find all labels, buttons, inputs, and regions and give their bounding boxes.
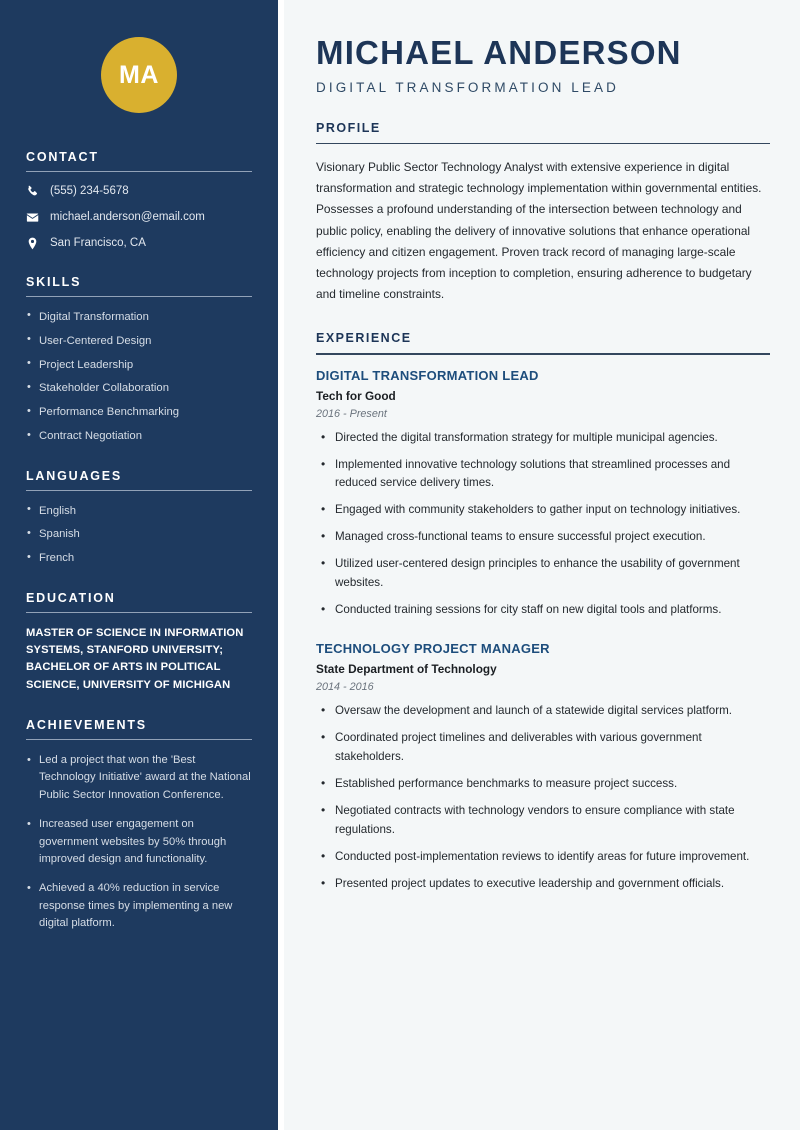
list-item: • French: [26, 550, 252, 566]
profile-text: Visionary Public Sector Technology Analyst with extensive experience in digital transformation and strategic technology implementation within governmental entities. Possesses a profound understanding of the intersection between technology and public policy, enabling the delivery of innovative solutions that enhance operational efficiency and citizen engagement. Proven track record of managing large-scale technology projects from inception to completion, ensuring adherence to budgetary and timeline constraints.: [316, 159, 762, 302]
list-item: • Increased user engagement on government websites by 50% through improved design and functionality.: [26, 816, 252, 868]
email-value: michael.anderson@email.com: [50, 210, 205, 223]
list-item: • Utilized user-centered design principles to enhance the usability of government websites.: [316, 555, 770, 592]
list-item: • English: [26, 503, 252, 519]
experience-entry: [316, 641, 770, 893]
education-heading: EDUCATION: [26, 590, 116, 605]
envelope-icon: [26, 211, 39, 224]
list-item: • Implemented innovative technology solutions that streamlined processes and reduced service delivery times.: [316, 456, 770, 493]
achievements-divider: [26, 739, 252, 740]
achievements-heading: ACHIEVEMENTS: [26, 718, 147, 733]
experience-heading: EXPERIENCE: [316, 331, 412, 346]
sidebar-section-achievements: [26, 718, 252, 932]
location-value: San Francisco, CA: [50, 236, 146, 249]
languages-divider: [26, 490, 252, 491]
list-item: • Directed the digital transformation strategy for multiple municipal agencies.: [316, 429, 770, 448]
skills-heading: SKILLS: [26, 274, 82, 289]
job-role-subtitle: DIGITAL TRANSFORMATION LEAD: [316, 79, 619, 95]
list-item: • User-Centered Design: [26, 333, 252, 349]
list-item: • Stakeholder Collaboration: [26, 380, 252, 396]
list-item: • Established performance benchmarks to measure project success.: [316, 775, 770, 794]
languages-heading: LANGUAGES: [26, 468, 123, 483]
education-divider: [26, 612, 252, 613]
job-company: Tech for Good: [316, 388, 396, 403]
achievements-list: [26, 752, 252, 932]
contact-item-phone: [26, 184, 252, 199]
job-bullets: [316, 702, 770, 893]
list-item: • Achieved a 40% reduction in service response times by implementing a new digital platform.: [26, 880, 252, 932]
contact-item-email: [26, 210, 252, 225]
list-item: • Coordinated project timelines and deliverables with various government stakeholders.: [316, 729, 770, 766]
job-title: TECHNOLOGY PROJECT MANAGER: [316, 641, 550, 657]
job-bullets: [316, 429, 770, 620]
contact-item-location: [26, 236, 252, 251]
list-item: • Contract Negotiation: [26, 428, 252, 444]
phone-icon: [26, 185, 39, 198]
list-item: • Digital Transformation: [26, 309, 252, 325]
list-item: • Led a project that won the 'Best Technology Initiative' award at the National Public Sector Innovation Conference.: [26, 752, 252, 804]
section-profile: [316, 121, 770, 306]
list-item: • Conducted training sessions for city staff on new digital tools and platforms.: [316, 601, 770, 620]
section-experience: [316, 331, 770, 893]
map-pin-icon: [26, 237, 39, 250]
languages-list: [26, 503, 252, 567]
skills-list: [26, 309, 252, 445]
main-content: [284, 0, 800, 1130]
list-item: • Conducted post-implementation reviews to identify areas for future improvement.: [316, 848, 770, 867]
list-item: • Negotiated contracts with technology vendors to ensure compliance with state regulations.: [316, 802, 770, 839]
profile-heading: PROFILE: [316, 120, 381, 135]
job-dates: 2014 - 2016: [316, 681, 374, 694]
sidebar-section-languages: [26, 469, 252, 567]
job-company: State Department of Technology: [316, 662, 497, 677]
profile-divider: [316, 143, 770, 144]
education-text: MASTER OF SCIENCE IN INFORMATION SYSTEMS, STANFORD UNIVERSITY; BACHELOR OF ARTS IN POLITICAL SCIENCE, UNIVERSITY OF MICHIGAN: [26, 626, 244, 691]
job-title: DIGITAL TRANSFORMATION LEAD: [316, 367, 539, 383]
list-item: • Engaged with community stakeholders to gather input on technology initiatives.: [316, 501, 770, 520]
list-item: • Spanish: [26, 526, 252, 542]
list-item: • Managed cross-functional teams to ensure successful project execution.: [316, 528, 770, 547]
phone-value: (555) 234-5678: [50, 185, 129, 197]
sidebar-section-skills: [26, 275, 252, 445]
list-item: • Project Leadership: [26, 357, 252, 373]
contact-heading: CONTACT: [26, 150, 99, 164]
page-title: MICHAEL ANDERSON: [316, 34, 682, 71]
job-dates: 2016 - Present: [316, 407, 387, 420]
experience-entry: [316, 368, 770, 620]
list-item: • Oversaw the development and launch of a statewide digital services platform.: [316, 702, 770, 721]
avatar-container: [26, 0, 252, 150]
contact-divider: [26, 171, 252, 172]
skills-divider: [26, 296, 252, 297]
experience-divider: [316, 353, 770, 354]
avatar: MA: [101, 37, 177, 113]
sidebar-section-contact: [26, 150, 252, 251]
sidebar-section-education: [26, 591, 252, 694]
sidebar: [0, 0, 278, 1130]
list-item: • Presented project updates to executive leadership and government officials.: [316, 875, 770, 894]
list-item: • Performance Benchmarking: [26, 404, 252, 420]
